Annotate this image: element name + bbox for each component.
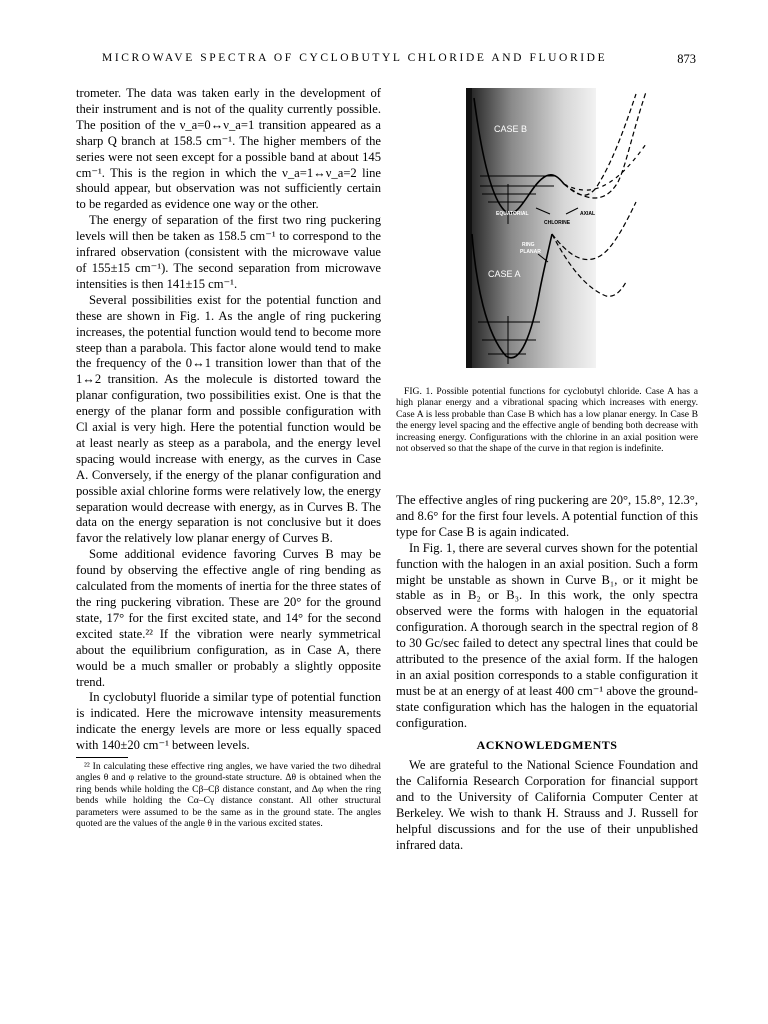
footnote-divider: [76, 757, 128, 758]
paragraph: trometer. The data was taken early in the development of their instrument and is not of the quality currently possible. The position of the ν_a=0↔ν_a=1 transition appeared as a sharp Q branch at 158.5 cm⁻¹. The higher members of the series were not seen except for a possible band at about 145 cm⁻¹. This is the region in which the ν_a=1↔ν_a=2 line should appear, but observation was not sufficiently certain to be regarded as evidence one way or the other.: [76, 86, 381, 212]
footnote-text: ²² In calculating these effective ring angles, we have varied the two dihedral angles θ and φ relative to the ground-state structure. Δθ is obtained when the ring bends while holding the Cβ–Cβ distance constant, and Δφ when the ring bends while holding the Cα–Cγ distance constant. All other structural parameters were assumed to be the same as in the ground state. The angles quoted are the values of the angle θ in the various excited states.: [76, 761, 381, 830]
paragraph: In cyclobutyl fluoride a similar type of potential function is indicated. Here the microwave intensity measurements indicate the energy levels are more or less equally spaced with 140±20 cm⁻¹ between levels.: [76, 690, 381, 753]
section-heading-acknowledgments: ACKNOWLEDGMENTS: [476, 738, 618, 752]
label-equatorial: EQUATORIAL: [496, 211, 529, 217]
paragraph: The effective angles of ring puckering are 20°, 15.8°, 12.3°, and 8.6° for the first four levels. A potential function of this type for Case B is again indicated.: [396, 493, 698, 539]
paragraph: We are grateful to the National Science Foundation and the California Research Corporation for financial support and to the University of California Computer Center at Berkeley. We wish to thank H. Strauss and J. Russell for helpful discussions and for the use of their unpublished infrared data.: [396, 758, 698, 852]
page-number: 873: [677, 52, 696, 66]
label-chlorine: CHLORINE: [544, 220, 571, 226]
figure-potential-functions: [466, 84, 656, 372]
running-header: [74, 52, 696, 68]
left-edge: [466, 88, 472, 368]
label-case-b: CASE B: [494, 124, 528, 134]
caption-text: FIG. 1. Possible potential functions for cyclobutyl chloride. Case A has a high planar energy and a vibrational spacing which increases with energy. Case A is less probable than Case B which has a low planar energy. In Case B the energy level spacing and the effective angle of bending both decrease with increasing energy. Configurations with the chlorine in an axial position were not observed so that the shape of the curve in that region is indefinite.: [396, 386, 698, 455]
footnote: [76, 761, 381, 829]
paragraph: In Fig. 1, there are several curves shown for the potential function with the halogen in an axial position. Such a form might be unstable as shown in Curve B₁, or it might be stable as in B₂ or B₃. In this work, the only spectra observed were the forms with halogen in the equatorial configuration. A thorough search in the spectral region of 8 to 30 Gc/sec failed to detect any spectral lines that could be attributed to the presence of the axial form. If the halogen in an axial position corresponds to a stable configuration it must be at an energy of at least 400 cm⁻¹ above the ground-state configuration which has the halogen in the equatorial configuration.: [396, 540, 698, 730]
right-column: [396, 493, 698, 732]
acknowledgments-body: [396, 758, 698, 853]
running-title: MICROWAVE SPECTRA OF CYCLOBUTYL CHLORIDE AND FLUORIDE: [102, 52, 608, 64]
paragraph: Several possibilities exist for the potential function and these are shown in Fig. 1. As the angle of ring puckering increases, the potential function would tend to become more steep than a parabola. This factor alone would tend to make the frequency of the 0↔1 transition lower than that of the 1↔2 transition. As the molecule is distorted toward the planar configuration, two possibilities exist. One is that the energy of the planar form and possible configuration with Cl axial is very high. Here the potential function would be at least nearly as steep as a parabola, and the energy level spacing would increase with energy, as the curves in Case A. Conversely, if the energy of the planar configuration and possible axial chlorine forms were relatively low, the energy separation would decrease with energy, as in Curves B. The data on the energy separation is not conclusive but it does favor the relatively low planar energy of Curves B.: [76, 292, 381, 546]
paragraph: Some additional evidence favoring Curves B may be found by observing the effective angle of ring bending as calculated from the moments of inertia for the three states of the ring puckering vibration. These are 20° for the ground state, 17° for the first excited state, and 14° for the second excited state.²² If the vibration were nearly symmetrical about the equilibrium configuration, as in Case A, there would be a much smaller or probably a slightly opposite trend.: [76, 547, 381, 689]
label-axial: AXIAL: [580, 211, 595, 217]
figure-caption: [396, 386, 698, 454]
label-ring: RING: [522, 242, 535, 248]
label-planar: PLANAR: [520, 249, 541, 255]
paragraph: The energy of separation of the first two ring puckering levels will then be taken as 158.5 cm⁻¹ to correspond to the infrared observation (consistent with the microwave value of 155±15 cm⁻¹). The second separation from microwave intensities is then 141±15 cm⁻¹.: [76, 213, 381, 291]
left-column: [76, 86, 381, 754]
potential-diagram: [466, 84, 656, 372]
label-case-a: CASE A: [488, 269, 521, 279]
